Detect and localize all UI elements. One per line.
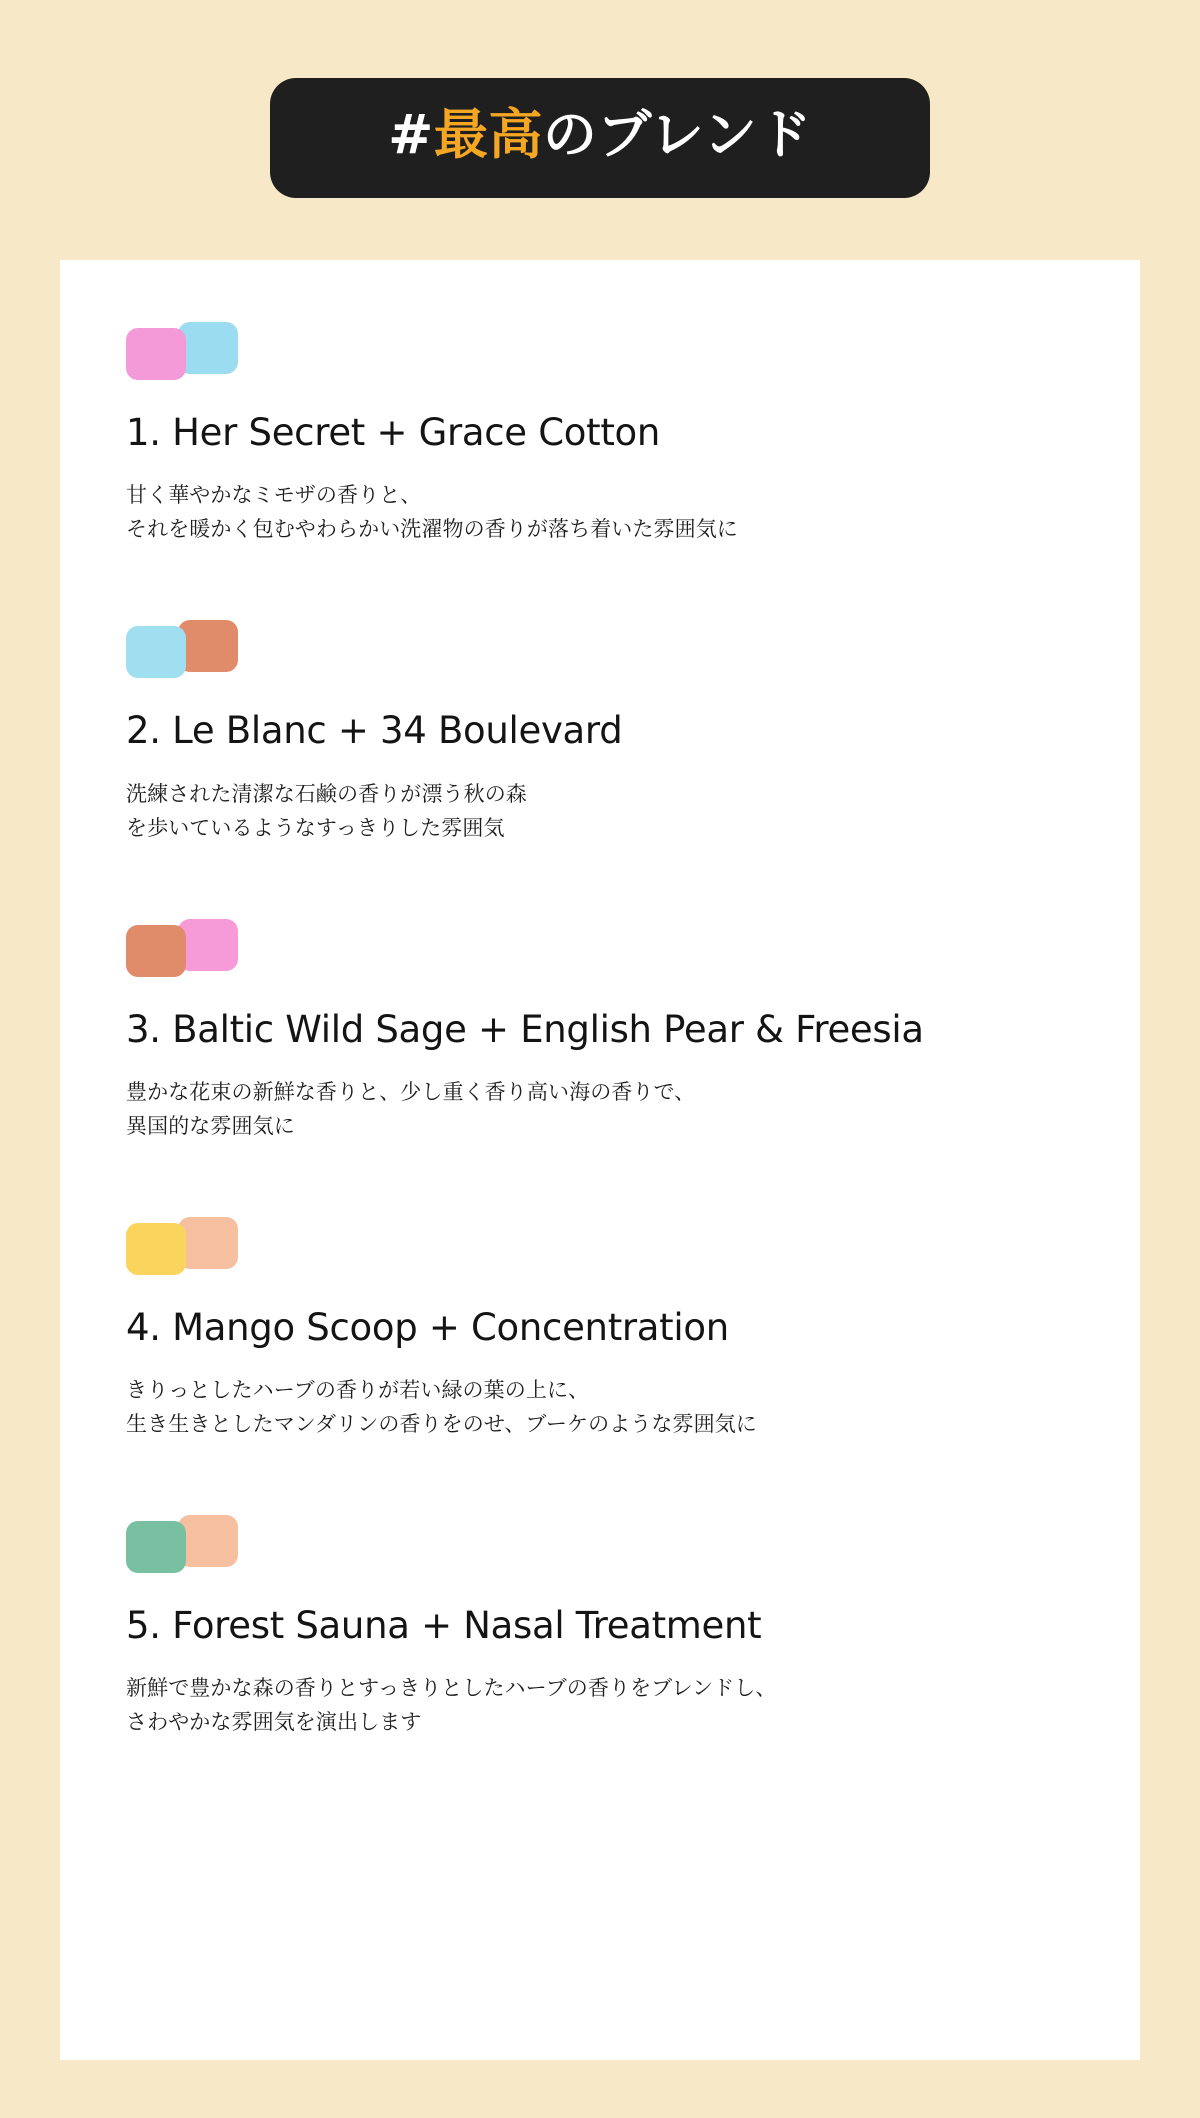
list-item — [126, 1515, 1074, 1739]
blend-description — [126, 1373, 1074, 1441]
blend-description-line: きりっとしたハーブの香りが若い緑の葉の上に、 — [126, 1378, 590, 1403]
swatch-back-icon — [178, 620, 238, 672]
blend-description-line: を歩いているようなすっきりした雰囲気 — [126, 815, 505, 840]
swatch-back-icon — [178, 322, 238, 374]
list-item — [126, 1217, 1074, 1441]
title-accent: 最高 — [433, 103, 543, 166]
blend-name: 4. Mango Scoop + Concentration — [126, 1305, 729, 1349]
blend-name: 3. Baltic Wild Sage + English Pear & Freesia — [126, 1007, 924, 1051]
color-swatch-pair — [126, 919, 238, 977]
blend-description-line: それを暖かく包むやわらかい洗濯物の香りが落ち着いた雰囲気に — [126, 517, 738, 542]
swatch-back-icon — [178, 1217, 238, 1269]
header-area — [0, 0, 1200, 198]
swatch-front-icon — [126, 1521, 186, 1573]
blend-description-line: 洗練された清潔な石鹸の香りが漂う秋の森 — [126, 781, 527, 806]
blend-description — [126, 777, 1074, 845]
color-swatch-pair — [126, 620, 238, 678]
blend-description-line: 生き生きとしたマンダリンの香りをのせ、ブーケのような雰囲気に — [126, 1412, 757, 1437]
title-prefix: # — [388, 103, 434, 166]
title-rest: のブレンド — [542, 103, 812, 166]
swatch-back-icon — [178, 919, 238, 971]
blend-description-line: さわやかな雰囲気を演出します — [126, 1710, 422, 1735]
color-swatch-pair — [126, 1217, 238, 1275]
blend-description-line: 異国的な雰囲気に — [126, 1113, 295, 1138]
blend-description — [126, 1075, 1074, 1143]
color-swatch-pair — [126, 1515, 238, 1573]
blend-description — [126, 1671, 1074, 1739]
swatch-front-icon — [126, 328, 186, 380]
blend-name: 1. Her Secret + Grace Cotton — [126, 411, 661, 455]
blend-list-card — [60, 260, 1140, 2060]
blend-name: 5. Forest Sauna + Nasal Treatment — [126, 1604, 762, 1648]
color-swatch-pair — [126, 322, 238, 380]
page-title — [326, 104, 874, 166]
blend-description-line: 豊かな花束の新鮮な香りと、少し重く香り高い海の香りで、 — [126, 1079, 696, 1104]
blend-description — [126, 478, 1074, 546]
blend-description-line: 甘く華やかなミモザの香りと、 — [126, 483, 422, 508]
list-item — [126, 322, 1074, 546]
swatch-front-icon — [126, 1223, 186, 1275]
list-item — [126, 620, 1074, 844]
list-item — [126, 919, 1074, 1143]
swatch-front-icon — [126, 925, 186, 977]
blend-description-line: 新鮮で豊かな森の香りとすっきりとしたハーブの香りをブレンドし、 — [126, 1676, 777, 1701]
swatch-back-icon — [178, 1515, 238, 1567]
header-badge — [270, 78, 930, 198]
swatch-front-icon — [126, 626, 186, 678]
blend-name: 2. Le Blanc + 34 Boulevard — [126, 709, 623, 753]
